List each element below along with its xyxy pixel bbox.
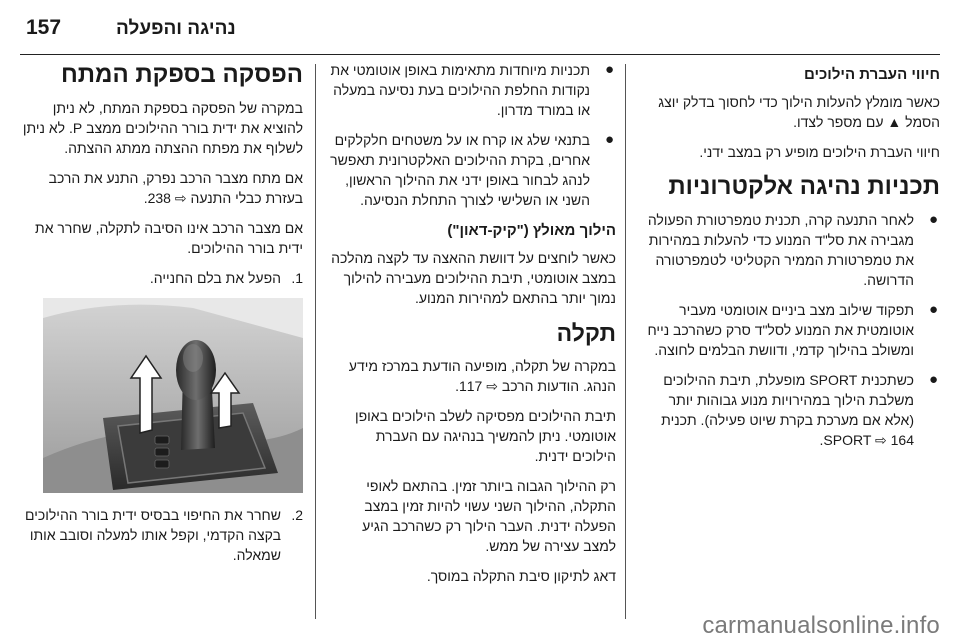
power-interruption-paragraph: במקרה של הפסקה בספקת המתח, לא ניתן להוציא את ידית בורר ההילוכים ממצב P. לא ניתן לשלוף את מפתח ההצתה ממתג ההצתה. (22, 100, 303, 156)
bullet-icon: ● (928, 211, 938, 228)
watermark: carmanualsonline.info (702, 612, 940, 639)
list-item: ● בתנאי שלג או קרח או על משטחים חלקלקים אחרים, בקרת ההילוכים האלקטרונית תאפשר לנהג לבחור באופן ידני את ההילוך הראשון, השני או השלישי לצורך התחלת הנסיעה. (330, 131, 614, 208)
fault-paragraph: רק ההילוך הגבוה ביותר זמין. בהתאם לאופי התקלה, ההילוך השני עשוי להיות זמין במצב הפעלה ידנית. העבר הילוך רק כשהרכב הגיע למצב עצירה של ממש. (362, 478, 616, 554)
gear-selector-photo (43, 298, 303, 493)
shift-indicator-heading: חיווי העברת הילוכים (803, 66, 940, 83)
kickdown-paragraph: כאשר לוחצים על דוושת ההאצה עד לקצה מהלכה במצב אוטומטי, תיבת ההילוכים מעבירה להילוך נמוך יותר בהתאם למהירות המנוע. (331, 250, 616, 306)
page-number: 157 (26, 16, 62, 39)
list-item: ● תכניות מיוחדות מתאימות באופן אוטומטי את נקודות החלפת ההילוכים בעת נסיעה במעלה או במורד מדרון. (330, 61, 614, 118)
step-text: שחרר את החיפוי בבסיס ידית בורר ההילוכים בקצה הקדמי, וקפל אותו למעלה וסובב אותו שמאלה. (25, 507, 281, 563)
left-column (20, 60, 303, 575)
special-programs-list (330, 60, 616, 210)
fault-paragraph: במקרה של תקלה, מופיעה הודעת במרכז מידע הנהג. הודעות הרכב ⇨ 117. (348, 358, 616, 394)
step-number: 2. (291, 507, 303, 523)
fault-heading: תקלה (556, 320, 616, 346)
middle-column (330, 60, 616, 596)
list-item: ● כשתכנית SPORT מופעלת, תיבת ההילוכים משלבת הילוך במהירויות מנוע גבוהות יותר (אלא אם מערכת בקרת שיוט פעילה). תכנית SPORT ⇨ 164. (661, 371, 938, 448)
power-interruption-paragraph: אם מתח מצבר הרכב נפרק, התנע את הרכב בעזרת כבלי התנעה ⇨ 238. (48, 170, 303, 206)
list-item: ● תפקוד שילוב מצב ביניים אוטומטי מעביר אוטומטית את המנוע לסל"ד סרק כשהרכב נייח ומשולב בהילוך קדמי, ודוושת הבלמים לחוצה. (647, 301, 938, 358)
shift-indicator-paragraph: כאשר מומלץ להעלות הילוך כדי לחסוך בדלק יוצג הסמל ▲ עם מספר לצדו. (658, 94, 940, 130)
bullet-icon: ● (928, 371, 938, 388)
power-interruption-paragraph: אם מצבר הרכב אינו הסיבה לתקלה, שחרר את ידית בורר ההילוכים. (35, 220, 303, 256)
power-interruption-heading: הפסקה בספקת המתח (61, 61, 303, 88)
step-item (20, 505, 303, 565)
step-number: 1. (291, 270, 303, 286)
bullet-icon: ● (604, 61, 614, 78)
step-text: הפעל את בלם החנייה. (149, 270, 281, 286)
page-header (0, 10, 960, 50)
column-divider (625, 64, 626, 619)
list-item: ● לאחר התנעה קרה, תכנית טמפרטורת הפעולה מגבירה את סל"ד המנוע כדי להעלות במהירות את טמפרטורת הממיר הקטליטי לטמפרטורה הדרושה. (647, 211, 938, 288)
column-divider (315, 64, 316, 619)
electronic-programs-heading: תכניות נהיגה אלקטרוניות (668, 173, 940, 200)
fault-paragraph: תיבת ההילוכים מפסיקה לשלב הילוכים באופן אוטומטי. ניתן להמשיך בנהיגה עם העברת הילוכים ידנית. (354, 408, 616, 464)
electronic-programs-list (640, 210, 940, 450)
gear-selector-illustration (43, 298, 303, 493)
step-item (20, 268, 303, 288)
section-title: נהיגה והפעלה (116, 18, 236, 39)
bullet-icon: ● (604, 131, 614, 148)
kickdown-heading: הילוך מאולץ ("קיק-דאון") (447, 222, 616, 239)
header-rule (20, 54, 940, 55)
right-column (640, 60, 940, 460)
shift-indicator-manual-paragraph: חיווי העברת הילוכים מופיע רק במצב ידני. (699, 144, 940, 160)
fault-paragraph: דאג לתיקון סיבת התקלה במוסך. (426, 568, 616, 584)
bullet-icon: ● (928, 301, 938, 318)
